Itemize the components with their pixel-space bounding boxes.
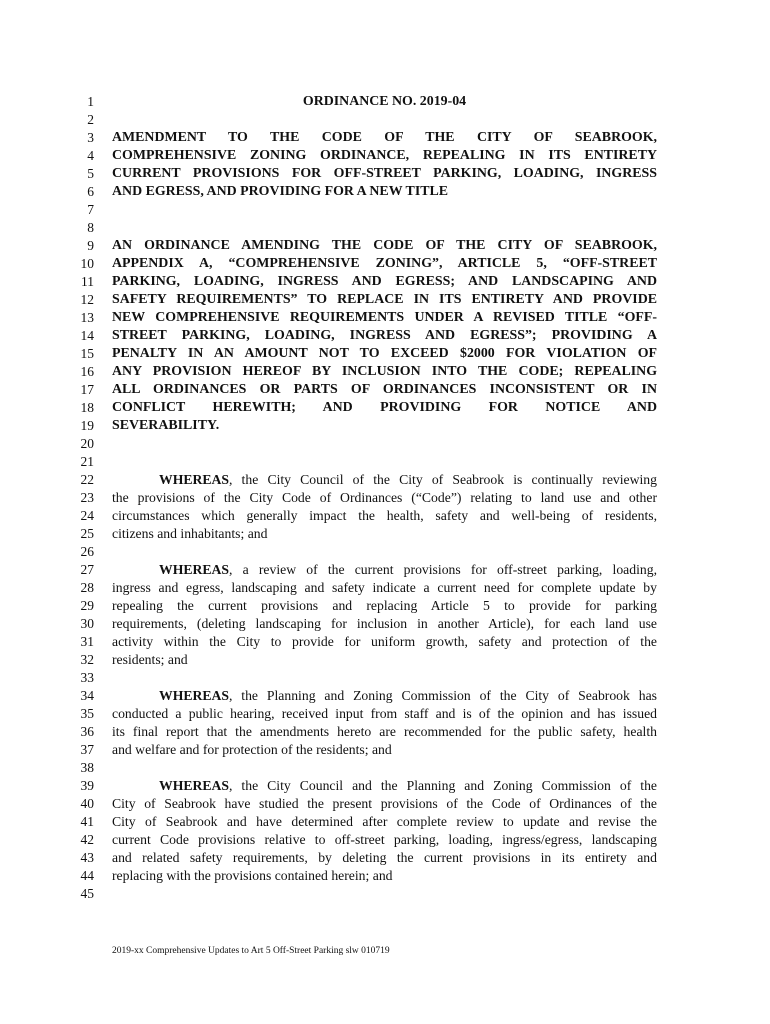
line-number: 1 (87, 94, 94, 109)
body-line: ingress and egress, landscaping and safety indicate a current need for complete update by (112, 580, 657, 595)
title-line: AMENDMENT TO THE CODE OF THE CITY OF SEABROOK, (112, 130, 657, 145)
title-line: COMPREHENSIVE ZONING ORDINANCE, REPEALING IN ITS ENTIRETY (112, 148, 657, 163)
caption-line: SEVERABILITY. (112, 418, 220, 433)
line-number: 7 (87, 202, 94, 217)
caption-line: SAFETY REQUIREMENTS” TO REPLACE IN ITS ENTIRETY AND PROVIDE (112, 292, 657, 307)
caption-line: CONFLICT HEREWITH; AND PROVIDING FOR NOTICE AND (112, 400, 657, 415)
line-number: 45 (80, 886, 94, 901)
line-number: 5 (87, 166, 94, 181)
line-number: 44 (80, 868, 94, 883)
whereas-label: WHEREAS (159, 562, 229, 577)
whereas-label: WHEREAS (159, 778, 229, 793)
title-line: CURRENT PROVISIONS FOR OFF-STREET PARKING, LOADING, INGRESS (112, 166, 657, 181)
line-number: 4 (87, 148, 94, 163)
body-line: City of Seabrook and have determined after complete review to update and revise the (112, 814, 657, 829)
line-number: 13 (80, 310, 94, 325)
line-number: 36 (80, 724, 94, 739)
line-number: 6 (87, 184, 94, 199)
body-line: conducted a public hearing, received input from staff and is of the opinion and has issued (112, 706, 657, 721)
line-number: 39 (80, 778, 94, 793)
line-number: 29 (80, 598, 94, 613)
whereas-label: WHEREAS (159, 688, 229, 703)
line-number: 34 (80, 688, 94, 703)
line-number: 19 (80, 418, 94, 433)
caption-line: STREET PARKING, LOADING, INGRESS AND EGRESS”; PROVIDING A (112, 328, 657, 343)
caption-line: AN ORDINANCE AMENDING THE CODE OF THE CITY OF SEABROOK, (112, 238, 657, 253)
body-line: its final report that the amendments hereto are recommended for the public safety, health (112, 724, 657, 739)
body-line: citizens and inhabitants; and (112, 526, 268, 541)
line-number: 27 (80, 562, 94, 577)
line-number: 20 (80, 436, 94, 451)
line-number: 32 (80, 652, 94, 667)
line-number: 16 (80, 364, 94, 379)
line-number: 17 (80, 382, 94, 397)
body-line: replacing with the provisions contained herein; and (112, 868, 393, 883)
line-number: 18 (80, 400, 94, 415)
line-number: 24 (80, 508, 94, 523)
line-number: 25 (80, 526, 94, 541)
line-number: 42 (80, 832, 94, 847)
body-line: repealing the current provisions and replacing Article 5 to provide for parking (112, 598, 657, 613)
line-number: 26 (80, 544, 94, 559)
caption-line: PENALTY IN AN AMOUNT NOT TO EXCEED $2000 FOR VIOLATION OF (112, 346, 657, 361)
caption-line: NEW COMPREHENSIVE REQUIREMENTS UNDER A REVISED TITLE “OFF- (112, 310, 657, 325)
whereas-first-line: WHEREAS, the City Council of the City of Seabrook is continually reviewing (159, 472, 657, 487)
body-line: requirements, (deleting landscaping for inclusion in another Article), for each land use (112, 616, 657, 631)
whereas-first-line: WHEREAS, the City Council and the Planning and Zoning Commission of the (159, 778, 657, 793)
caption-line: APPENDIX A, “COMPREHENSIVE ZONING”, ARTICLE 5, “OFF-STREET (112, 256, 657, 271)
whereas-first-line: WHEREAS, a review of the current provisions for off-street parking, loading, (159, 562, 657, 577)
line-number: 28 (80, 580, 94, 595)
page-footer: 2019-xx Comprehensive Updates to Art 5 Off-Street Parking slw 010719 (112, 946, 390, 956)
body-line: and related safety requirements, by deleting the current provisions in its entirety and (112, 850, 657, 865)
line-number: 30 (80, 616, 94, 631)
caption-line: ALL ORDINANCES OR PARTS OF ORDINANCES INCONSISTENT OR IN (112, 382, 657, 397)
line-number: 21 (80, 454, 94, 469)
line-number: 22 (80, 472, 94, 487)
line-number: 43 (80, 850, 94, 865)
line-number: 35 (80, 706, 94, 721)
line-number: 15 (80, 346, 94, 361)
line-number: 2 (87, 112, 94, 127)
ordinance-number: ORDINANCE NO. 2019-04 (302, 94, 467, 109)
line-number: 23 (80, 490, 94, 505)
line-number: 37 (80, 742, 94, 757)
line-number: 14 (80, 328, 94, 343)
line-number: 3 (87, 130, 94, 145)
body-line: City of Seabrook have studied the present provisions of the Code of Ordinances of the (112, 796, 657, 811)
whereas-first-line: WHEREAS, the Planning and Zoning Commission of the City of Seabrook has (159, 688, 657, 703)
whereas-label: WHEREAS (159, 472, 229, 487)
line-number: 11 (81, 274, 94, 289)
line-number: 38 (80, 760, 94, 775)
line-number: 10 (80, 256, 94, 271)
line-number: 12 (80, 292, 94, 307)
body-line: residents; and (112, 652, 188, 667)
body-line: and welfare and for protection of the residents; and (112, 742, 392, 757)
line-number: 41 (80, 814, 94, 829)
body-line: circumstances which generally impact the health, safety and well-being of residents, (112, 508, 657, 523)
line-number: 40 (80, 796, 94, 811)
line-number: 33 (80, 670, 94, 685)
title-line: AND EGRESS, AND PROVIDING FOR A NEW TITLE (112, 184, 449, 199)
body-line: the provisions of the City Code of Ordinances (“Code”) relating to land use and other (112, 490, 657, 505)
body-line: current Code provisions relative to off-street parking, loading, ingress/egress, landscaping (112, 832, 657, 847)
body-line: activity within the City to provide for uniform growth, safety and protection of the (112, 634, 657, 649)
line-number: 9 (87, 238, 94, 253)
caption-line: ANY PROVISION HEREOF BY INCLUSION INTO THE CODE; REPEALING (112, 364, 657, 379)
caption-line: PARKING, LOADING, INGRESS AND EGRESS; AND LANDSCAPING AND (112, 274, 657, 289)
line-number: 31 (80, 634, 94, 649)
line-number: 8 (87, 220, 94, 235)
